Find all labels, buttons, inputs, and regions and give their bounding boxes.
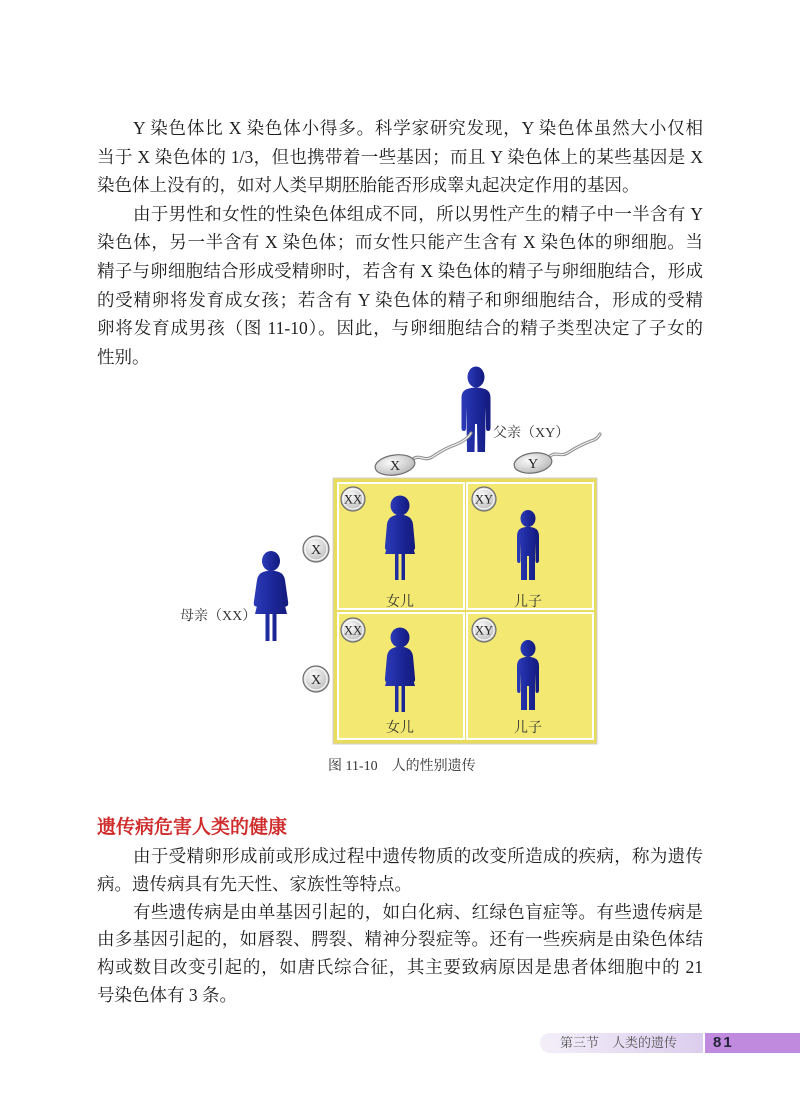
mother-figure [254,551,289,641]
paragraph-1 [97,114,703,200]
genotype-label: XX [343,623,363,638]
text-line: 构或数目改变引起的，如唐氏综合征，其主要致病原因是患者体细胞中的 21 [97,957,703,978]
cell-label: 儿子 [514,595,542,610]
footer-section-title: 第三节 人类的遗传 [560,1035,678,1050]
genotype-badge [341,618,365,642]
sperm-x [374,433,471,478]
text-line: 由多基因引起的，如唇裂、腭裂、精神分裂症等。还有一些疾病是由染色体结 [97,929,703,950]
text-line: 号染色体有 3 条。 [97,984,237,1005]
cell-label: 儿子 [514,721,542,736]
cell-bottom-right [467,613,593,739]
text-line: 当于 X 染色体的 1/3，但也携带着一些基因；而且 Y 染色体上的某些基因是 X [97,146,703,167]
sex-inheritance-diagram [170,360,610,755]
genotype-badge [341,487,365,511]
cell-top-right [467,483,593,610]
text-line: 由于受精卵形成前或形成过程中遗传物质的改变所造成的疾病，称为遗传 [133,846,703,866]
page-number: 81 [713,1034,734,1051]
text-line: 有些遗传病是由单基因引起的，如白化病、红绿色盲症等。有些遗传病是 [133,901,703,922]
page-number-box [703,1033,800,1053]
paragraph-3 [97,843,703,899]
cell-top-left [338,483,464,610]
cell-label: 女儿 [386,595,414,610]
cell-bottom-left [338,613,464,739]
text-line: 精子与卵细胞结合形成受精卵时，若含有 X 染色体的精子与卵细胞结合，形成 [97,260,703,281]
father-label: 父亲（XY） [493,426,570,441]
text-line: Y 染色体比 X 染色体小得多。科学家研究发现，Y 染色体虽然大小仅相 [133,118,703,138]
section-heading: 遗传病危害人类的健康 [97,817,288,838]
egg-x-top [303,536,329,562]
paragraph-2 [97,200,703,372]
text-line: 的受精卵将发育成女孩；若含有 Y 染色体的精子和卵细胞结合，形成的受精 [97,289,703,310]
text-line: 性别。 [97,346,150,367]
mother-label: 母亲（XX） [180,609,257,624]
text-line: 染色体，另一半含有 X 染色体；而女性只能产生含有 X 染色体的卵细胞。当 [97,232,703,253]
genotype-label: XY [474,623,494,638]
text-line: 病。遗传病具有先天性、家族性等特点。 [97,873,412,894]
genotype-label: XY [474,492,494,507]
cell-label: 女儿 [386,721,414,736]
text-line: 染色体上没有的，如对人类早期胚胎能否形成睾丸起决定作用的基因。 [97,175,640,196]
figure-caption: 图 11-10 人的性别遗传 [328,759,476,774]
paragraph-4 [97,899,703,1010]
genotype-badge [472,618,496,642]
genotype-badge [472,487,496,511]
body-text-bottom [97,843,703,1010]
egg-label: X [310,543,322,558]
footer-section-band [540,1033,703,1053]
sperm-y-label: Y [527,457,539,472]
body-text-top [97,114,703,371]
egg-label: X [310,673,322,688]
egg-x-bottom [303,666,329,692]
sperm-x-label: X [389,459,401,474]
text-line: 卵将发育成男孩（图 11-10）。因此，与卵细胞结合的精子类型决定了子女的 [97,318,703,339]
punnett-grid [333,478,597,744]
text-line: 由于男性和女性的性染色体组成不同，所以男性产生的精子中一半含有 Y [133,203,703,224]
genotype-label: XX [343,492,363,507]
